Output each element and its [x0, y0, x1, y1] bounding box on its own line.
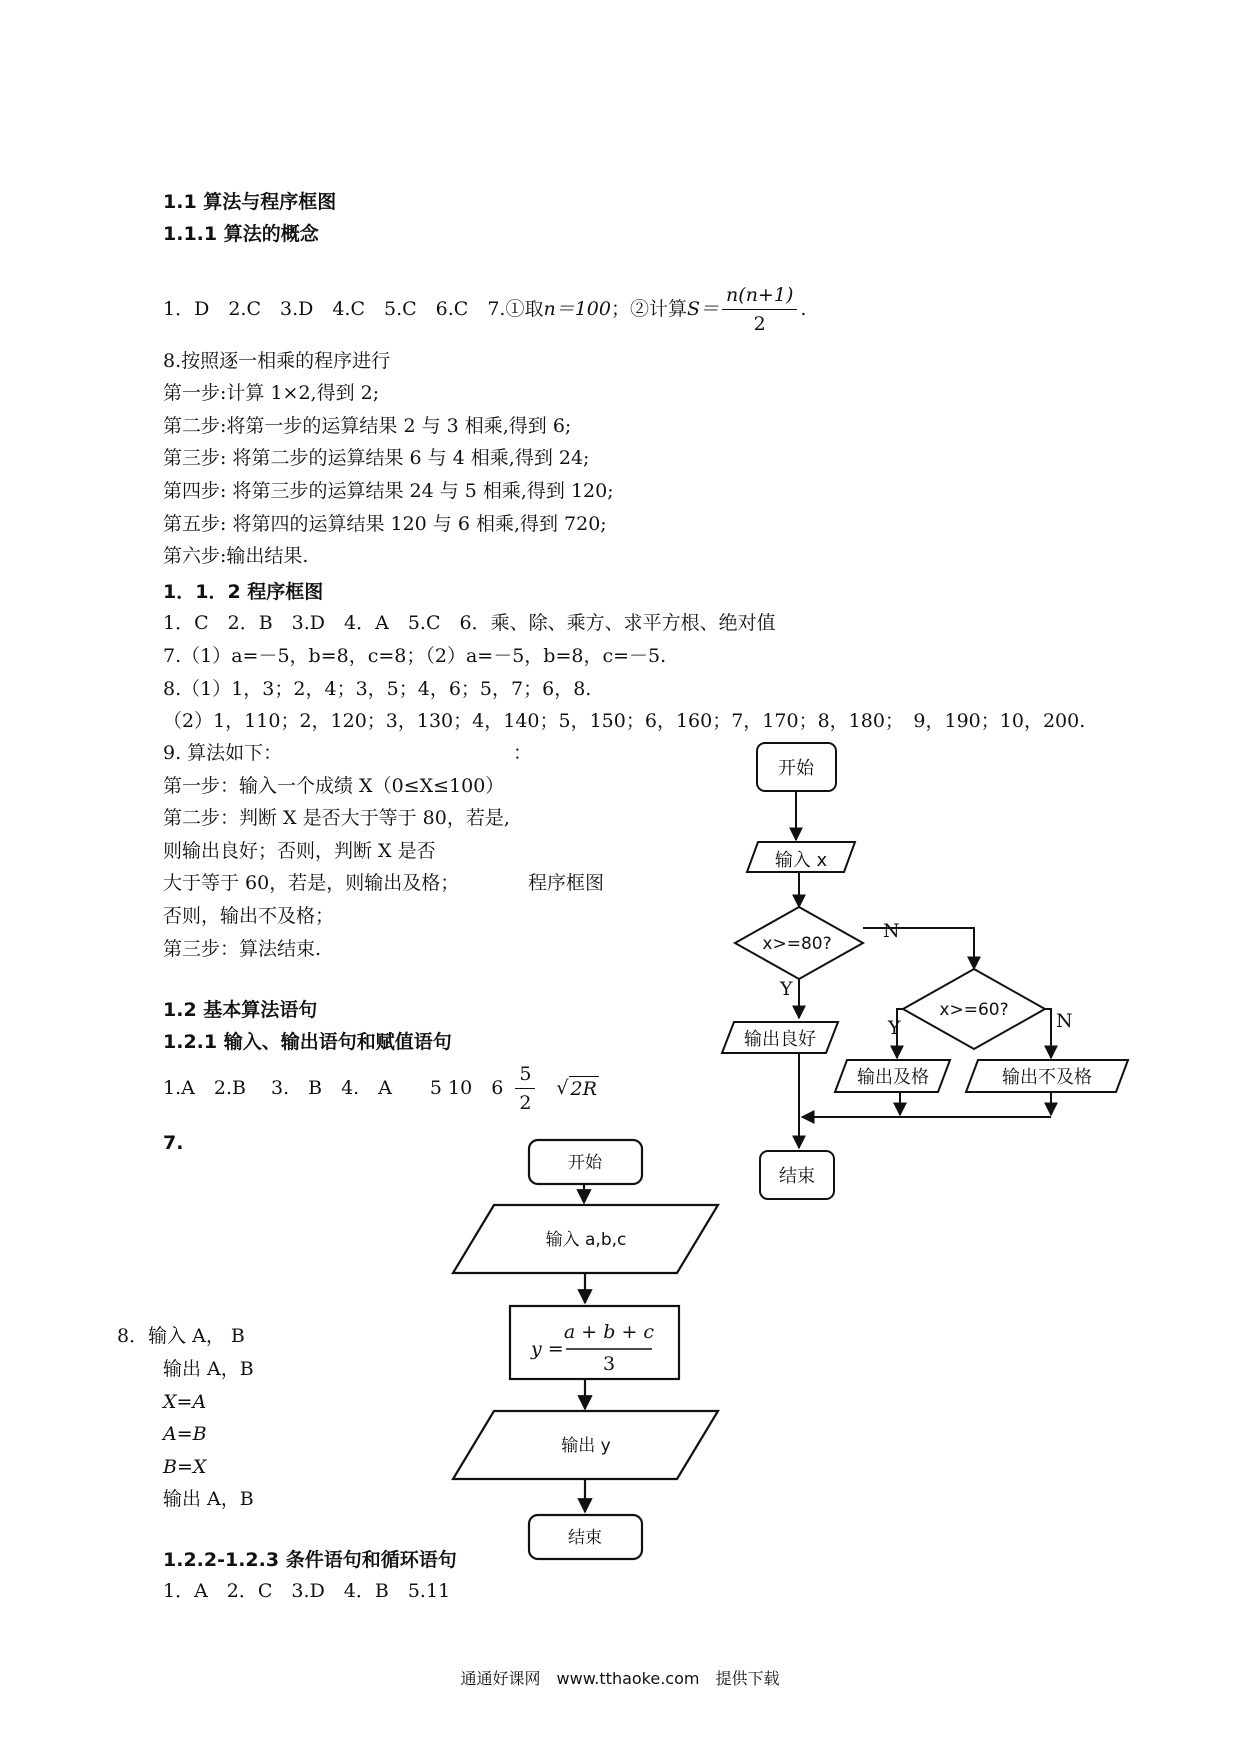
- subsection-title-1-1-1: 1.1.1 算法的概念: [163, 223, 319, 245]
- q8-code-line-1: 输出 A，B: [163, 1358, 254, 1380]
- q8-line-4: 第四步: 将第三步的运算结果 24 与 5 相乘,得到 120;: [163, 480, 614, 502]
- fc1-start-label: 开始: [778, 758, 814, 779]
- fc2-end-label: 结束: [568, 1528, 602, 1548]
- fraction-denominator: 2: [519, 1091, 532, 1114]
- fraction-denominator: 2: [753, 312, 766, 335]
- subsection-title-1-2-1: 1.2.1 输入、输出语句和赋值语句: [163, 1031, 452, 1053]
- answer-list: 1．D 2.C 3.D 4.C 5.C 6.C 7.①取: [163, 298, 544, 320]
- answer-8-part1: 8.（1）1，3；2，4；3，5；4，6；5，7；6，8.: [163, 678, 592, 700]
- section-title-1-1: 1.1 算法与程序框图: [163, 191, 337, 213]
- q9-line-4: 大于等于 60，若是，则输出及格；: [163, 872, 460, 894]
- fc1-good-label: 输出良好: [744, 1029, 816, 1050]
- fc1-cond60-label: x>=60?: [939, 1000, 1009, 1020]
- fc2-formula-numerator: a + b + c: [563, 1321, 655, 1343]
- fraction-numerator: n(n+1): [722, 283, 797, 310]
- q8-line-6: 第六步:输出结果.: [163, 545, 309, 567]
- section-title-1-2: 1.2 基本算法语句: [163, 999, 318, 1021]
- footer: 通通好课网 www.tthaoke.com 提供下载: [460, 1669, 780, 1688]
- q8-line-5: 第五步: 将第四的运算结果 120 与 6 相乘,得到 720;: [163, 513, 607, 535]
- q9-line-0: 9. 算法如下：: [163, 742, 283, 764]
- flowchart-grades: [722, 743, 1128, 1199]
- fc2-start-label: 开始: [568, 1153, 602, 1173]
- fc2-formula-lhs: y =: [531, 1338, 564, 1360]
- fc1-fail-label: 输出不及格: [1002, 1067, 1092, 1088]
- q9-line-6: 第三步：算法结束.: [163, 938, 322, 960]
- answers-1-1-2: 1．C 2．B 3.D 4．A 5.C 6．乘、除、乘方、求平方根、绝对值: [163, 612, 776, 634]
- fc1-no-label-2: N: [1056, 1010, 1073, 1032]
- subsection-title-1-1-2: 1．1．2 程序框图: [163, 581, 324, 603]
- fc2-formula-denominator: 3: [602, 1353, 616, 1375]
- q8-code-line-5: 输出 A，B: [163, 1488, 254, 1510]
- fraction-numerator: 5: [515, 1062, 535, 1089]
- fc1-input-label: 输入 x: [774, 850, 828, 871]
- fc2-output-label: 输出 y: [561, 1436, 611, 1456]
- q8-code-line-4: B=X: [163, 1456, 207, 1478]
- fc1-yes-label-1: Y: [780, 978, 793, 1000]
- answer-8-part2: （2）1，110；2，120；3，130；4，140；5，150；6，160；7，170；8，180； 9，190；10，200.: [163, 710, 1086, 732]
- answer-list: 1.A 2.B 3. B 4. A 5 10 6: [163, 1077, 504, 1099]
- q7-label: 7.: [163, 1132, 184, 1154]
- q8-code-line-2: X=A: [163, 1391, 207, 1413]
- fc1-yes-label-2: Y: [888, 1017, 901, 1039]
- q8-line-1: 第一步:计算 1×2,得到 2;: [163, 382, 380, 404]
- q9-line-1: 第一步：输入一个成绩 X（0≤X≤100）: [163, 775, 505, 797]
- q8-line-2: 第二步:将第一步的运算结果 2 与 3 相乘,得到 6;: [163, 415, 572, 437]
- sqrt-icon: √: [556, 1077, 569, 1099]
- q9-line-2: 第二步：判断 X 是否大于等于 80，若是,: [163, 807, 510, 829]
- subsection-title-1-2-2: 1.2.2-1.2.3 条件语句和循环语句: [163, 1549, 457, 1571]
- q9-colon: ：: [513, 742, 533, 764]
- flowchart-average: [453, 1140, 718, 1559]
- fc1-no-label-1: N: [883, 920, 900, 942]
- fc1-pass-label: 输出及格: [857, 1067, 929, 1088]
- answer-7: 7.（1）a=－5，b=8，c=8；（2）a=－5，b=8，c=－5.: [163, 645, 667, 667]
- equation-s: S＝: [687, 298, 720, 320]
- answer-period: .: [800, 298, 807, 320]
- q8-line-0: 8.按照逐一相乘的程序进行: [163, 350, 391, 372]
- q8-code-line-3: A=B: [163, 1423, 207, 1445]
- answers-1-2-2: 1．A 2．C 3.D 4．B 5.11: [163, 1580, 451, 1602]
- fc1-cond80-label: x>=80?: [762, 934, 832, 954]
- q9-line-3: 则输出良好；否则，判断 X 是否: [163, 840, 436, 862]
- flowchart-caption: 程序框图: [528, 872, 605, 894]
- fc2-input-label: 输入 a,b,c: [545, 1230, 627, 1250]
- answer-text: ；②计算: [611, 298, 688, 320]
- q8-code-line-0: 8．输入 A， B: [117, 1325, 245, 1347]
- q8-line-3: 第三步: 将第二步的运算结果 6 与 4 相乘,得到 24;: [163, 447, 590, 469]
- sqrt-radicand: 2R: [570, 1077, 597, 1100]
- fc1-end-label: 结束: [779, 1166, 815, 1187]
- equation-n: n＝100: [543, 298, 611, 320]
- q9-line-5: 否则，输出不及格；: [163, 905, 335, 927]
